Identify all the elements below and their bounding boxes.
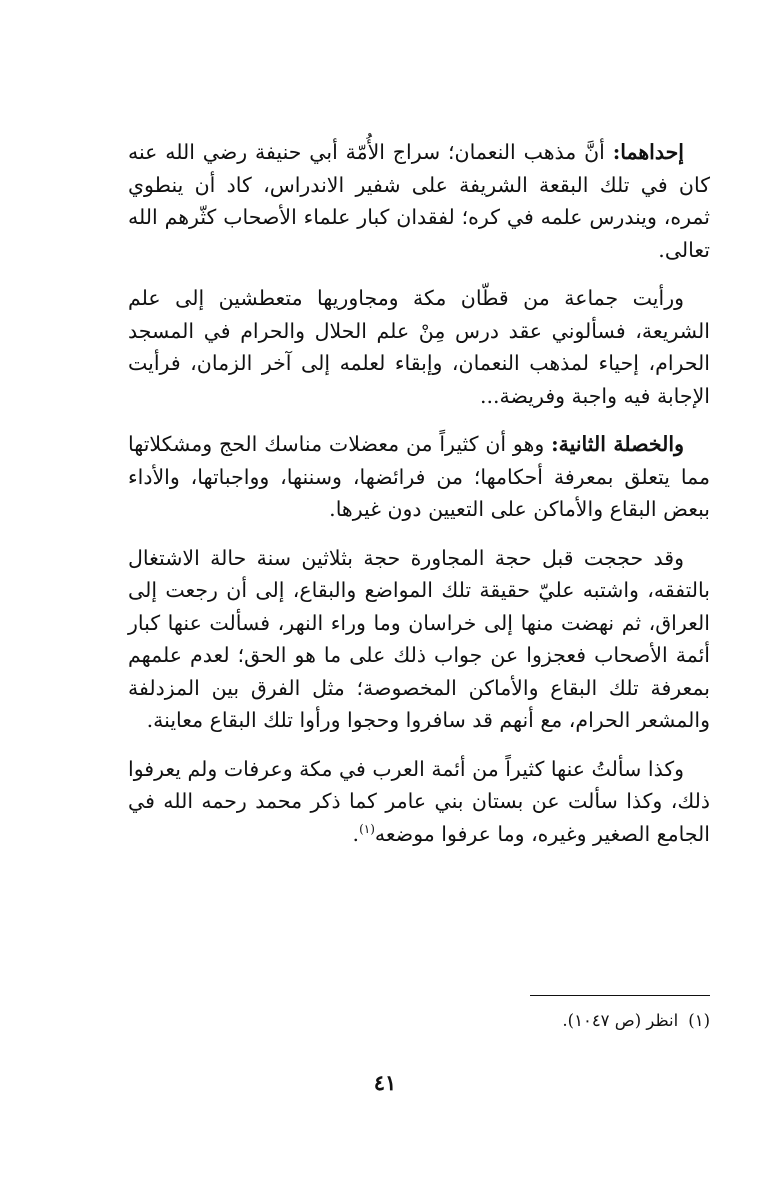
paragraph-5	[128, 753, 710, 851]
paragraph-text: ورأيت جماعة من قطّان مكة ومجاوريها متعطشين إلى علم الشريعة، فسألوني عقد درس مِنْ علم الحلال والحرام في المسجد الحرام، إحياء لمذهب النعمان، وإبقاء لعلمه إلى آخر الزمان، فرأيت الإجابة فيه واجبة وفريضة...	[128, 286, 710, 408]
body-text	[128, 136, 710, 866]
paragraph-4	[128, 542, 710, 737]
paragraph-text: وكذا سألتُ عنها كثيراً من أئمة العرب في مكة وعرفات ولم يعرفوا ذلك، وكذا سألت عن بستان بني عامر كما ذكر محمد رحمه الله في الجامع الصغير وغيره، وما عرفوا موضعه	[128, 756, 710, 846]
paragraph-lead: والخصلة الثانية:	[551, 432, 684, 456]
paragraph-3	[128, 428, 710, 526]
footnote-reference[interactable]: (١)	[359, 821, 375, 836]
paragraph-lead: إحداهما:	[612, 140, 684, 164]
paragraph-1	[128, 136, 710, 266]
footnote	[310, 1010, 710, 1032]
footnote-divider	[530, 995, 710, 996]
footnote-number: (١)	[688, 1011, 710, 1030]
paragraph-2	[128, 282, 710, 412]
paragraph-tail: .	[352, 821, 360, 846]
page-number: ٤١	[373, 1070, 397, 1095]
footnote-text: انظر (ص ١٠٤٧).	[562, 1011, 679, 1030]
paragraph-text: وهو أن كثيراً من معضلات مناسك الحج ومشكلاتها مما يتعلق بمعرفة أحكامها؛ من فرائضها، وسننها، وواجباتها، والأداء ببعض البقاع والأماكن على التعيين دون غيرها.	[128, 432, 710, 521]
paragraph-text: وقد حججت قبل حجة المجاورة حجة بثلاثين سنة حالة الاشتغال بالتفقه، واشتبه عليّ حقيقة تلك المواضع والبقاع، إلى أن رجعت إلى العراق، ثم نهضت منها إلى خراسان وما وراء النهر، فسألت عنها كبار أئمة الأصحاب فعجزوا عن جواب ذلك على ما هو الحق؛ لعدم علمهم بمعرفة تلك البقاع والأماكن المخصوصة؛ مثل الفرق بين المزدلفة والمشعر الحرام، مع أنهم قد سافروا وحجوا ورأوا تلك البقاع معاينة.	[128, 545, 710, 732]
paragraph-text: أنَّ مذهب النعمان؛ سراج الأُمّة أبي حنيفة رضي الله عنه كان في تلك البقعة الشريفة على شفير الاندراس، كاد أن ينطوي ثمره، ويندرس علمه في كره؛ لفقدان كبار علماء الأصحاب كثّرهم الله تعالى.	[128, 140, 710, 262]
